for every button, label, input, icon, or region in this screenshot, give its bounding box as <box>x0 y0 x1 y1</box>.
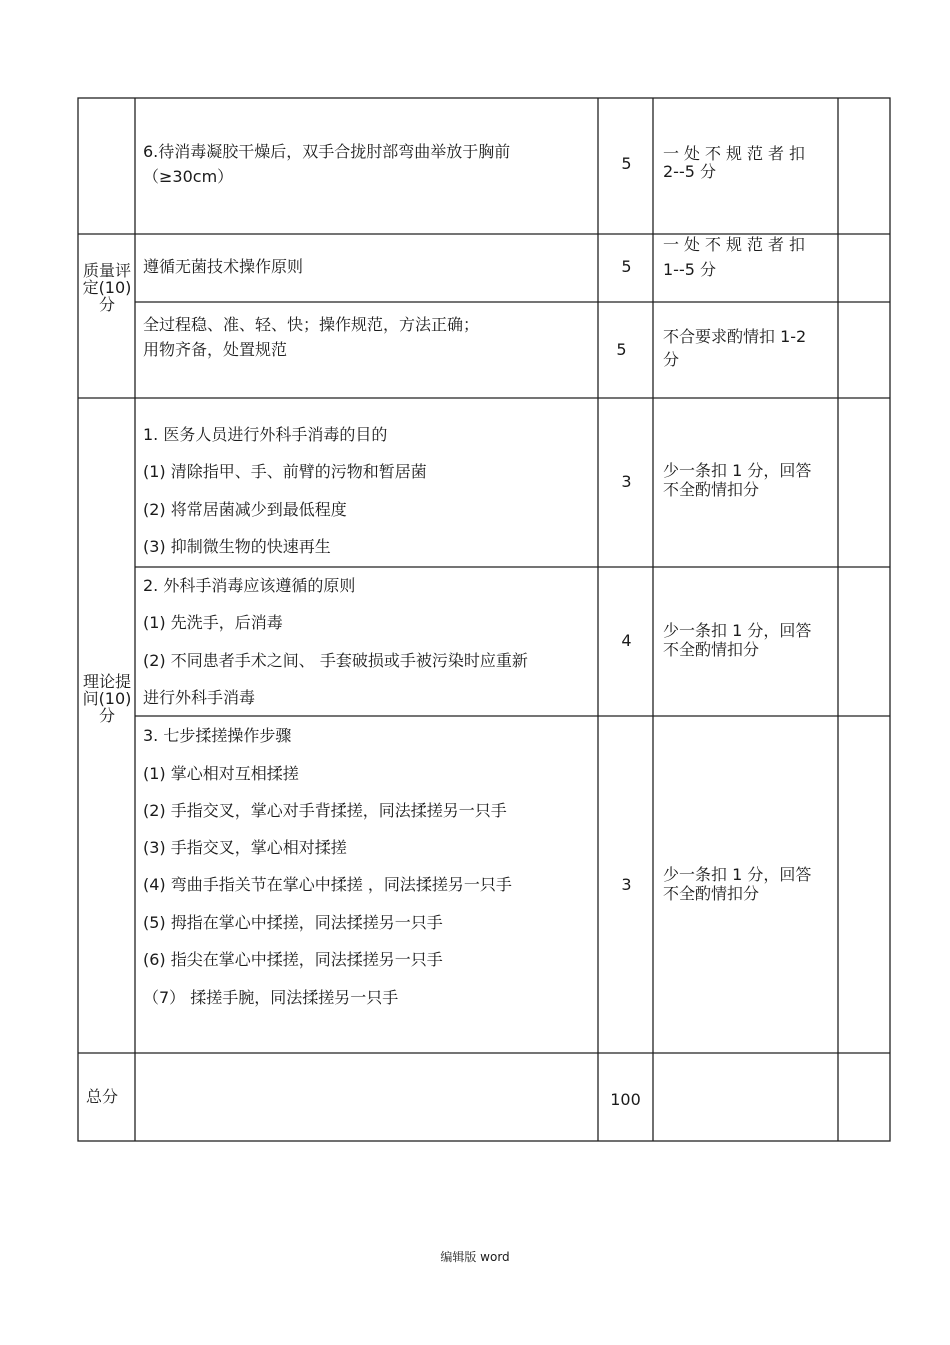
theory-q3-rule-line-2: 不全酌情扣分 <box>663 884 760 903</box>
theory-q3-line-1: 3. 七步揉搓操作步骤 <box>143 726 292 745</box>
theory-q3-line-5: (4) 弯曲手指关节在掌心中揉搓 ，同法揉搓另一只手 <box>143 875 512 894</box>
theory-q1-line-4: (3) 抑制微生物的快速再生 <box>143 537 331 556</box>
total-label: 总分 <box>86 1087 119 1106</box>
theory-q3-line-2: (1) 掌心相对互相揉搓 <box>143 764 299 783</box>
step6-line-2: （≥30cm） <box>143 167 234 186</box>
quality-item2-rule-line-1: 不合要求酌情扣 1-2 <box>663 327 807 346</box>
theory-category-label: 理论提问(10)分 <box>82 672 132 725</box>
quality-item2-line-2: 用物齐备，处置规范 <box>143 340 288 359</box>
quality-item1-score: 5 <box>621 257 632 276</box>
theory-q1-line-1: 1. 医务人员进行外科手消毒的目的 <box>143 425 388 444</box>
quality-item1-rule-line-1: 一处不规范者扣 <box>663 235 811 254</box>
theory-q2-line-1: 2. 外科手消毒应该遵循的原则 <box>143 576 356 595</box>
theory-q2-rule-line-1: 少一条扣 1 分，回答 <box>663 621 812 640</box>
quality-item1-rule-line-2: 1--5 分 <box>663 260 716 279</box>
theory-q1-line-2: (1) 清除指甲、手、前臂的污物和暂居菌 <box>143 462 427 481</box>
step6-rule-line-2: 2--5 分 <box>663 162 716 181</box>
theory-q2-rule-line-2: 不全酌情扣分 <box>663 640 760 659</box>
theory-q3-line-4: (3) 手指交叉，掌心相对揉搓 <box>143 838 347 857</box>
theory-q1-rule-line-2: 不全酌情扣分 <box>663 480 760 499</box>
theory-q1-rule-line-1: 少一条扣 1 分，回答 <box>663 461 812 480</box>
page-footer: 编辑版 word <box>440 1250 510 1264</box>
theory-q3-line-8: （7） 揉搓手腕，同法揉搓另一只手 <box>143 988 399 1007</box>
theory-q3-rule-line-1: 少一条扣 1 分，回答 <box>663 865 812 884</box>
quality-item2-line-1: 全过程稳、准、轻、快；操作规范，方法正确； <box>143 315 480 334</box>
theory-q3-line-3: (2) 手指交叉，掌心对手背揉搓，同法揉搓另一只手 <box>143 801 507 820</box>
theory-q2-score: 4 <box>621 631 632 650</box>
step6-score: 5 <box>621 154 632 173</box>
quality-item2-rule-line-2: 分 <box>663 350 680 369</box>
theory-q1-score: 3 <box>621 472 632 491</box>
quality-item2-score: 5 <box>616 340 627 359</box>
step6-line-1: 6.待消毒凝胶干燥后，双手合拢肘部弯曲举放于胸前 <box>143 142 511 161</box>
theory-q3-score: 3 <box>621 875 632 894</box>
quality-item1-text: 遵循无菌技术操作原则 <box>143 257 304 276</box>
quality-category-label: 质量评定(10)分 <box>82 261 132 314</box>
theory-q3-line-6: (5) 拇指在掌心中揉搓，同法揉搓另一只手 <box>143 913 443 932</box>
theory-q2-line-2: (1) 先洗手，后消毒 <box>143 613 283 632</box>
theory-q3-line-7: (6) 指尖在掌心中揉搓，同法揉搓另一只手 <box>143 950 443 969</box>
theory-q2-line-3: (2) 不同患者手术之间、 手套破损或手被污染时应重新 <box>143 651 528 670</box>
step6-rule-line-1: 一处不规范者扣 <box>663 144 811 163</box>
theory-q1-line-3: (2) 将常居菌减少到最低程度 <box>143 500 347 519</box>
theory-q2-line-4: 进行外科手消毒 <box>143 688 256 707</box>
total-score: 100 <box>610 1090 641 1109</box>
